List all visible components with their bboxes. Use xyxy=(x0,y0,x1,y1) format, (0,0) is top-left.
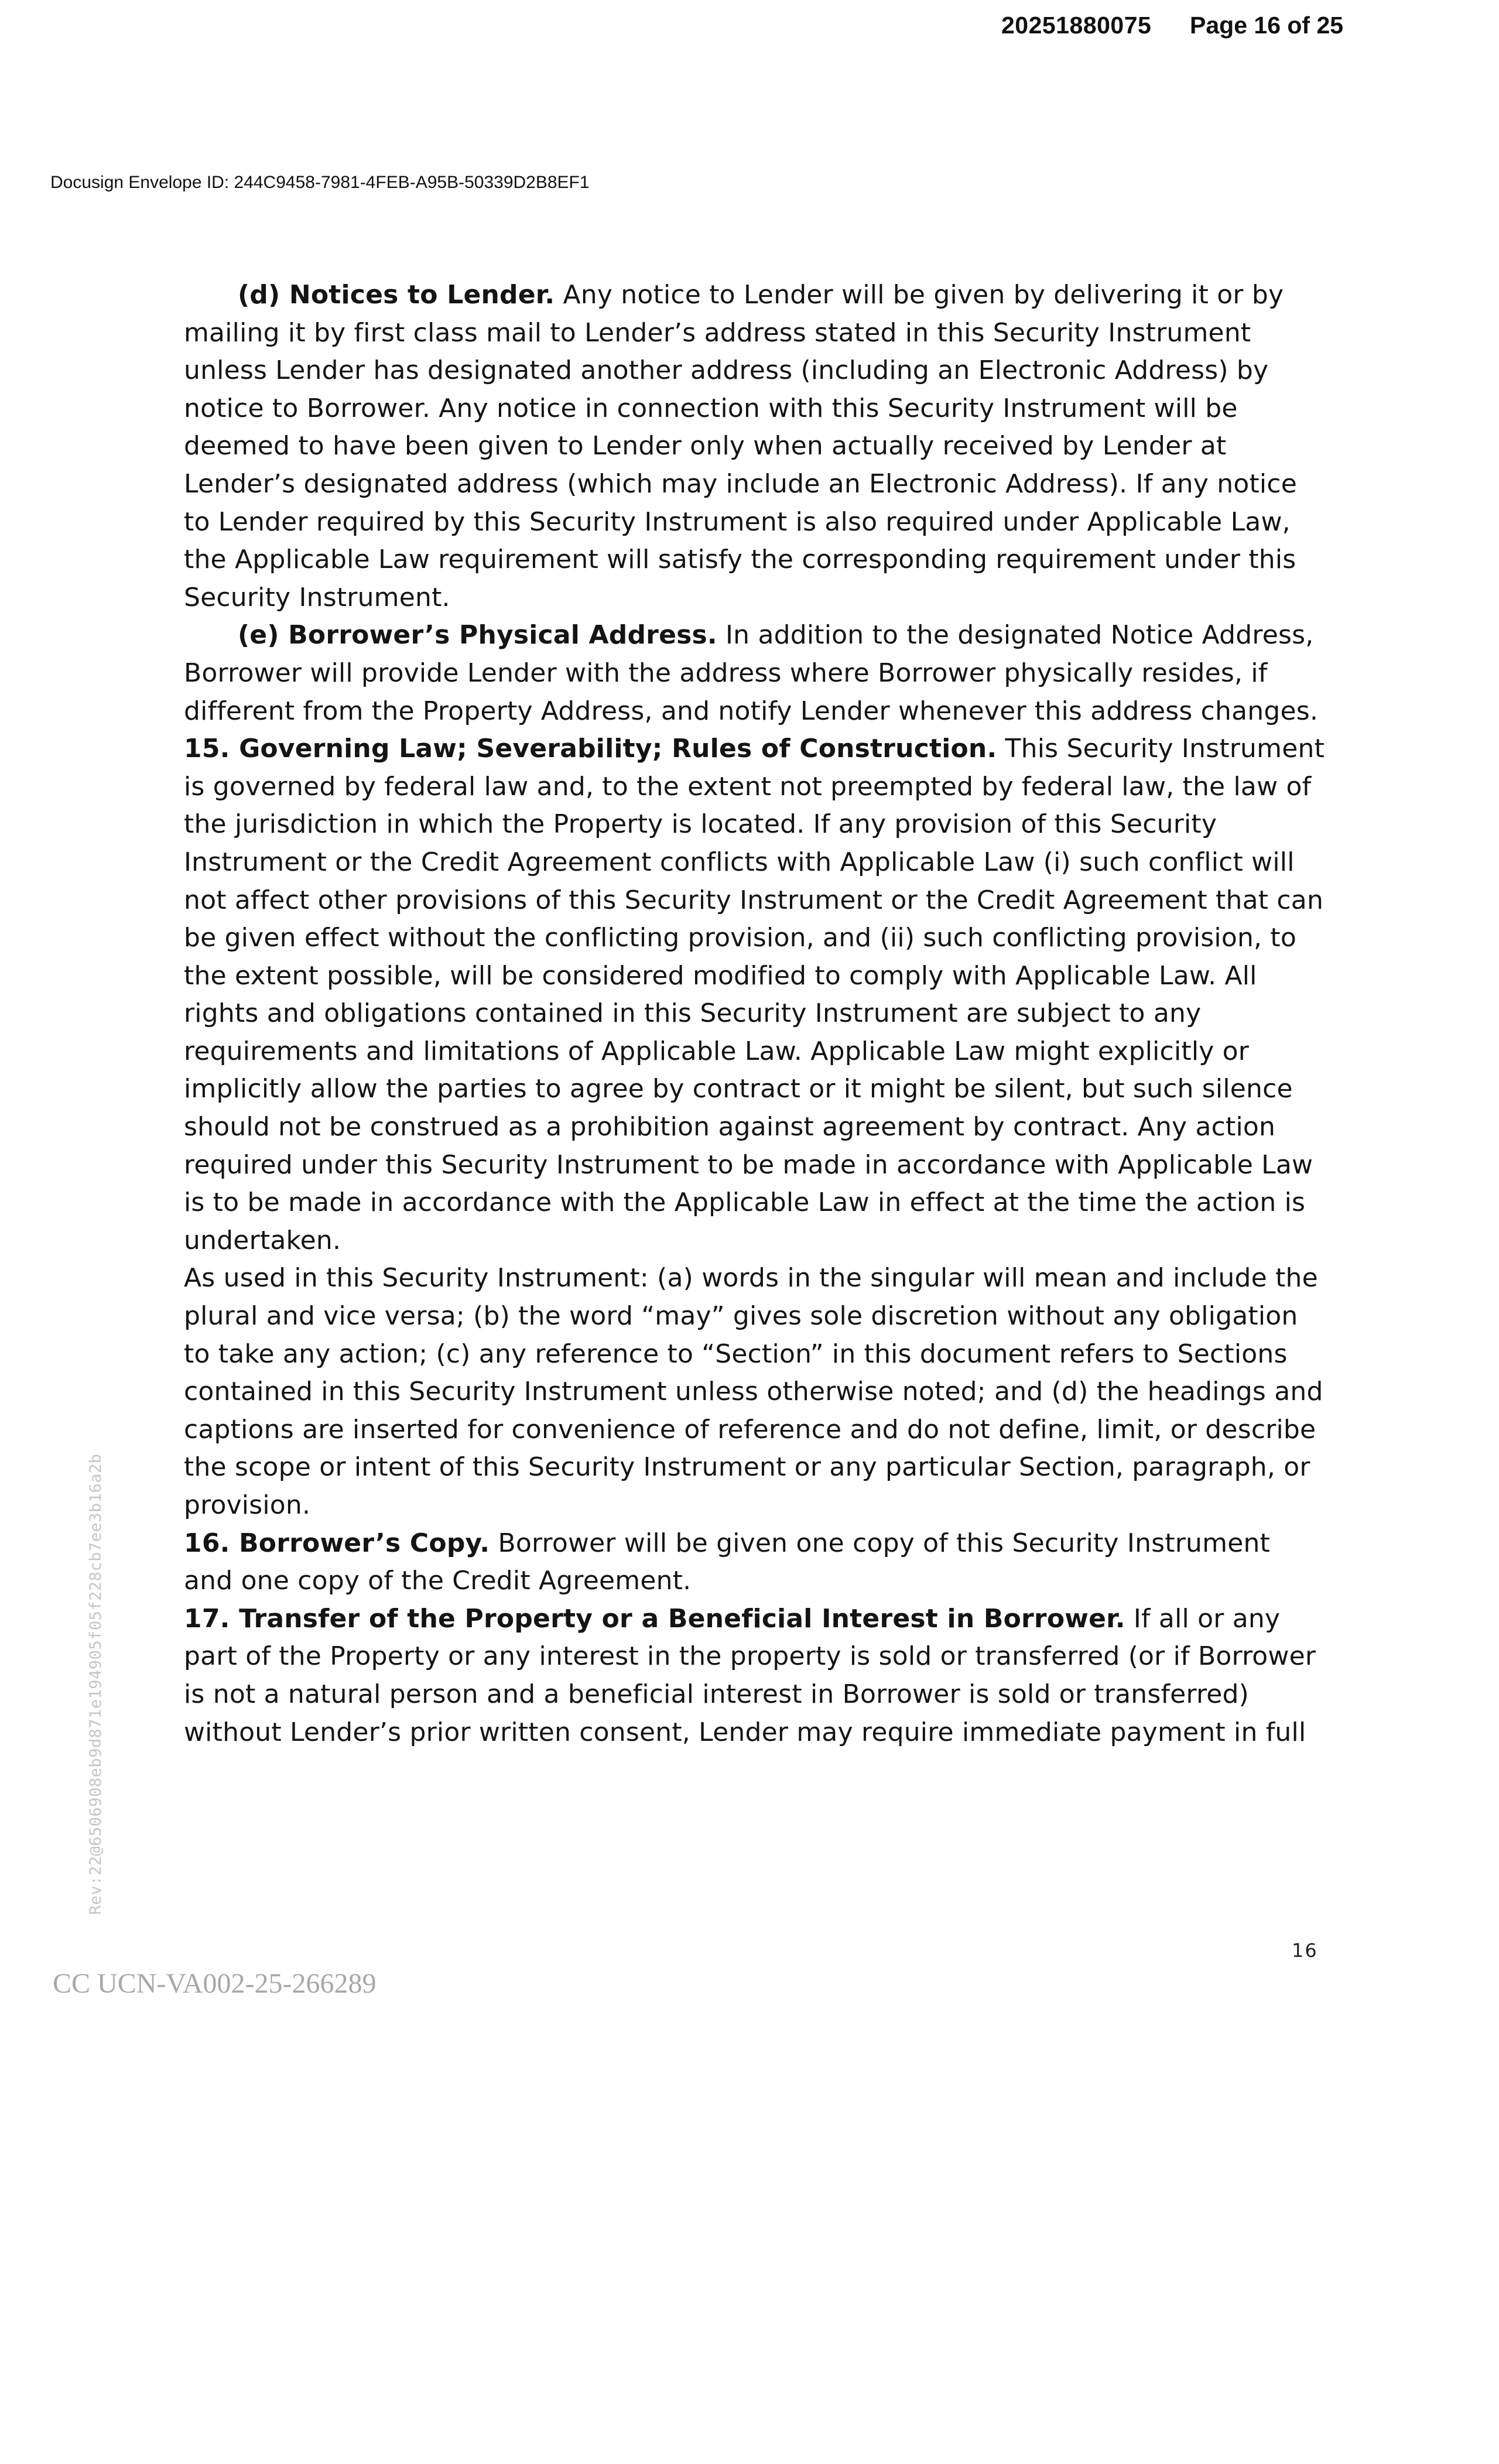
section-15-paragraph-2: As used in this Security Instrument: (a) words in the singular will mean and include the plural and vice versa; (b) the word “may” gives sole discretion without any obligation to take any action; (c) any reference to “Section” in this document refers to Sections contained in this Security Instrument unless otherwise noted; and (d) the headings and captions are inserted for convenience of reference and do not define, limit, or describe the scope or intent of this Security Instrument or any particular Section, paragraph, or provision. xyxy=(184,1263,1323,1520)
document-number: 20251880075 xyxy=(1001,12,1152,39)
section-d-notices-to-lender xyxy=(184,276,1326,617)
section-15-title: 15. Governing Law; Severability; Rules of Construction. xyxy=(184,734,997,764)
section-d-text: Any notice to Lender will be given by delivering it or by mailing it by first class mail to Lender’s address stated in this Security Instrument unless Lender has designated another address (including an Electronic Address) by notice to Borrower. Any notice in connection with this Security Instrument will be deemed to have been given to Lender only when actually received by Lender at Lender’s designated address (which may include an Electronic Address). If any notice to Lender required by this Security Instrument is also required under Applicable Law, the Applicable Law requirement will satisfy the corresponding requirement under this Security Instrument. xyxy=(184,280,1298,612)
section-d-title: (d) Notices to Lender. xyxy=(238,280,555,310)
cc-number: CC UCN-VA002-25-266289 xyxy=(53,1968,377,1999)
section-e-text: In addition to the designated Notice Address, Borrower will provide Lender with the address where Borrower physically resides, if different from the Property Address, and notify Lender whenever this address changes. xyxy=(184,620,1319,726)
document-body xyxy=(184,276,1326,1751)
section-e-physical-address xyxy=(184,617,1326,730)
section-e-title: (e) Borrower’s Physical Address. xyxy=(238,620,717,651)
section-16-text: Borrower will be given one copy of this Security Instrument and one copy of the Credit Agreement. xyxy=(184,1528,1271,1596)
page-number: 16 xyxy=(1292,1939,1318,1962)
section-16-title: 16. Borrower’s Copy. xyxy=(184,1528,490,1558)
revision-side-text: Rev:22@6506908eb9d871e194905f05f228cb7ee3b16a2b xyxy=(87,1453,105,1915)
section-17-title: 17. Transfer of the Property or a Beneficial Interest in Borrower. xyxy=(184,1603,1125,1634)
section-15-text: This Security Instrument is governed by federal law and, to the extent not preempted by federal law, the law of the jurisdiction in which the Property is located. If any provision of this Security Instrument or the Credit Agreement conflicts with Applicable Law (i) such conflict will not affect other provisions of this Security Instrument or the Credit Agreement that can be given effect without the conflicting provision, and (ii) such conflicting provision, to the extent possible, will be considered modified to comply with Applicable Law. All rights and obligations contained in this Security Instrument are subject to any requirements and limitations of Applicable Law. Applicable Law might explicitly or implicitly allow the parties to agree by contract or it might be silent, but such silence should not be construed as a prohibition against agreement by contract. Any action required under this Security Instrument to be made in accordance with Applicable Law is to be made in accordance with the Applicable Law in effect at the time the action is undertaken. xyxy=(184,734,1325,1255)
section-16-borrowers-copy xyxy=(184,1525,1326,1600)
section-17-text: If all or any part of the Property or any interest in the property is sold or transferred (or if Borrower is not a natural person and a beneficial interest in Borrower is sold or transferred) without Lender’s prior written consent, Lender may require immediate payment in full xyxy=(184,1603,1316,1747)
section-15-governing-law xyxy=(184,730,1326,1260)
page-indicator: Page 16 of 25 xyxy=(1190,12,1344,39)
envelope-id: Docusign Envelope ID: 244C9458-7981-4FEB-A95B-50339D2B8EF1 xyxy=(50,173,590,192)
section-17-transfer xyxy=(184,1600,1326,1751)
